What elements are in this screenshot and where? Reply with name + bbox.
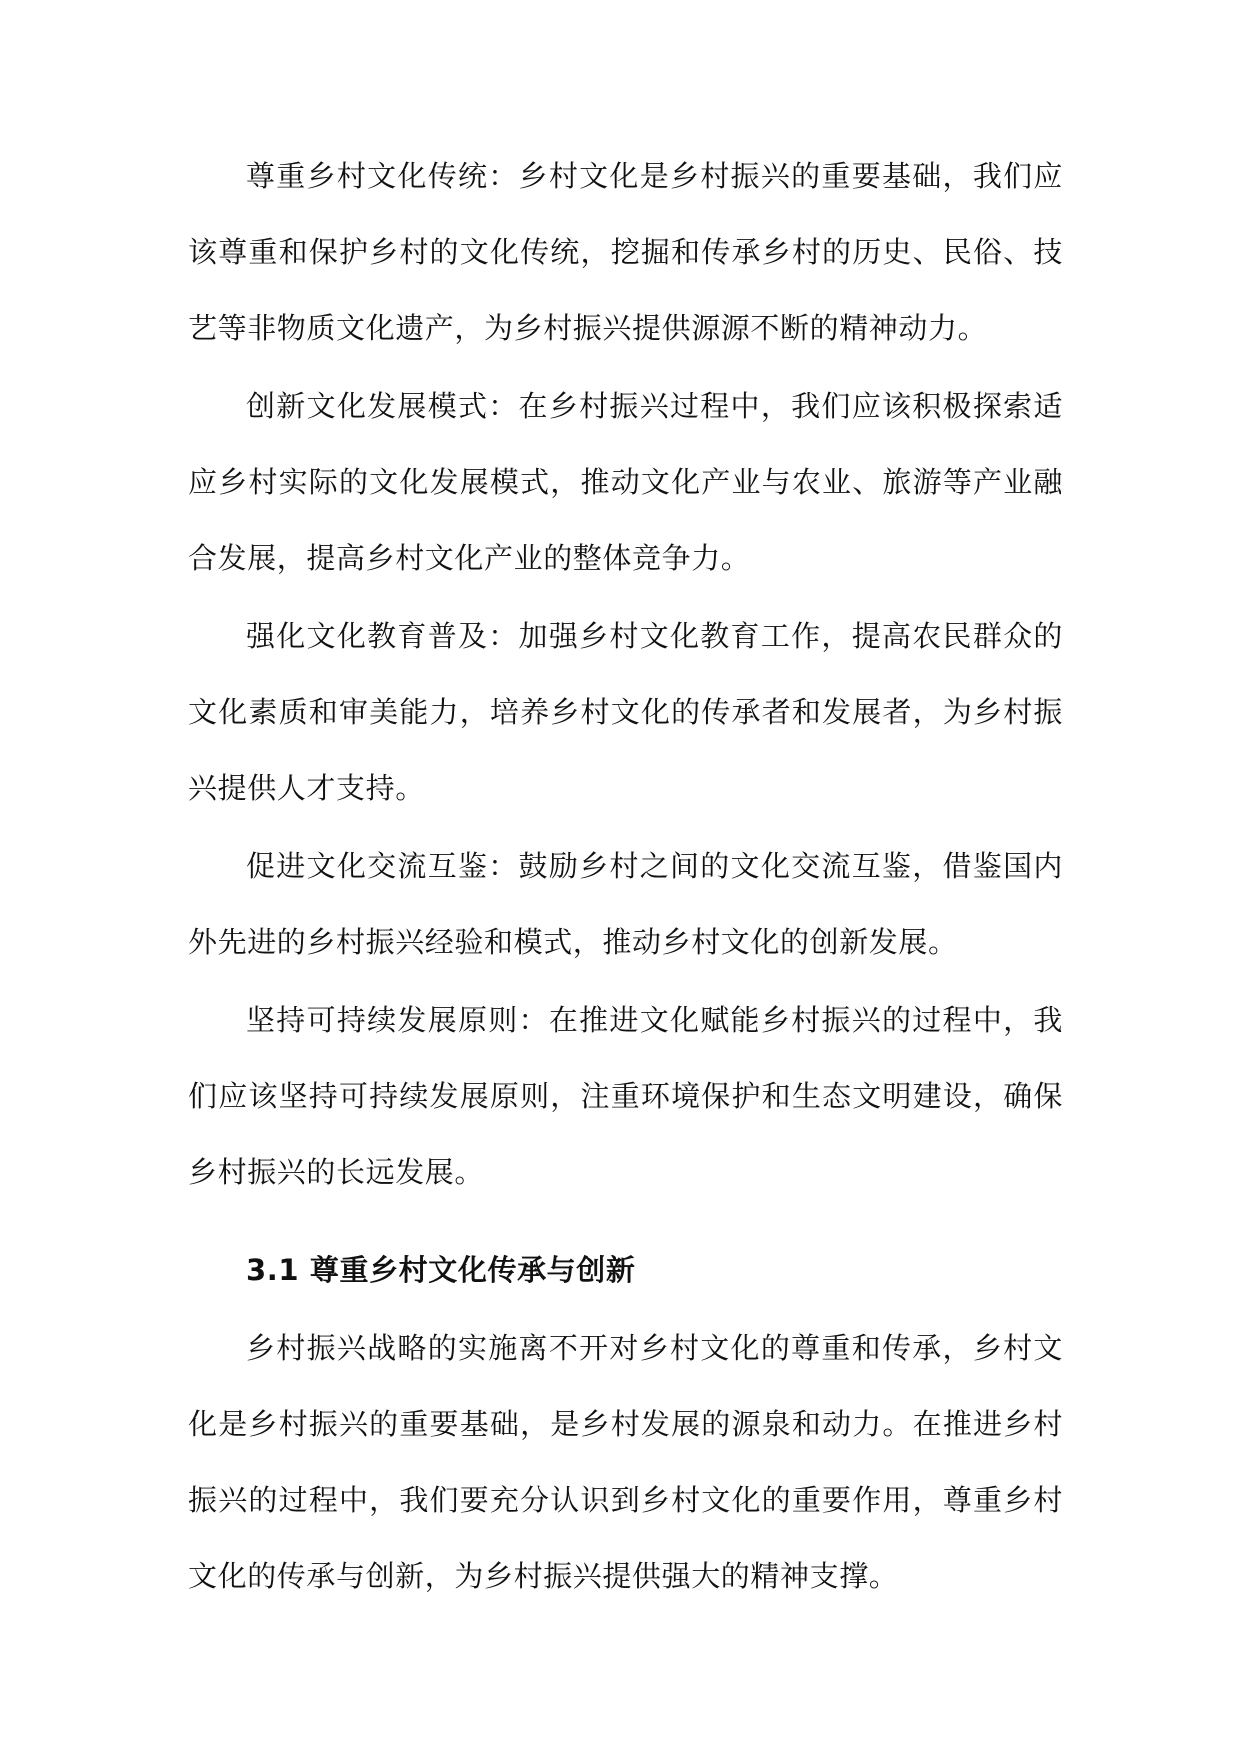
paragraph-innovate-model: 创新文化发展模式：在乡村振兴过程中，我们应该积极探索适应乡村实际的文化发展模式，推动文化产业与农业、旅游等产业融合发展，提高乡村文化产业的整体竞争力。 — [188, 389, 1063, 575]
section-heading: 3.1 尊重乡村文化传承与创新 — [246, 1253, 636, 1287]
paragraph-respect-tradition: 尊重乡村文化传统：乡村文化是乡村振兴的重要基础，我们应该尊重和保护乡村的文化传统，挖掘和传承乡村的历史、民俗、技艺等非物质文化遗产，为乡村振兴提供源源不断的精神动力。 — [188, 159, 1063, 345]
paragraph-education: 强化文化教育普及：加强乡村文化教育工作，提高农民群众的文化素质和审美能力，培养乡村文化的传承者和发展者，为乡村振兴提供人才支持。 — [188, 619, 1063, 805]
paragraph-exchange: 促进文化交流互鉴：鼓励乡村之间的文化交流互鉴，借鉴国内外先进的乡村振兴经验和模式，推动乡村文化的创新发展。 — [188, 849, 1063, 959]
paragraph-sustainable: 坚持可持续发展原则：在推进文化赋能乡村振兴的过程中，我们应该坚持可持续发展原则，注重环境保护和生态文明建设，确保乡村振兴的长远发展。 — [188, 1003, 1063, 1189]
document-body — [188, 138, 1063, 1614]
section-paragraph: 乡村振兴战略的实施离不开对乡村文化的尊重和传承，乡村文化是乡村振兴的重要基础，是乡村发展的源泉和动力。在推进乡村振兴的过程中，我们要充分认识到乡村文化的重要作用，尊重乡村文化的传承与创新，为乡村振兴提供强大的精神支撑。 — [188, 1331, 1063, 1593]
